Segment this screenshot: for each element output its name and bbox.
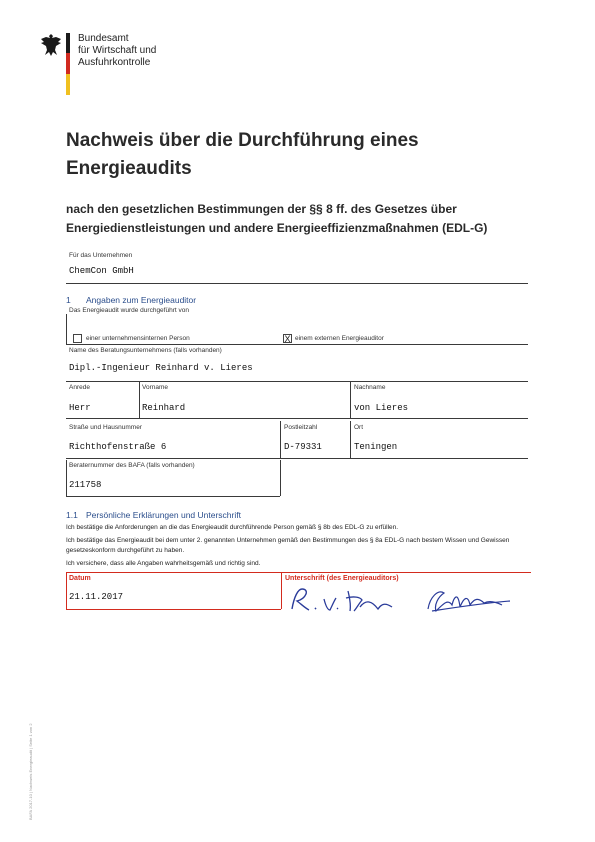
date-box-bottom <box>66 609 281 610</box>
salutation-divider <box>139 382 140 418</box>
declaration-line-3: gesetzeskonform durchgeführt zu haben. <box>66 547 185 554</box>
section-11-heading: Persönliche Erklärungen und Unterschrift <box>86 510 241 520</box>
side-margin-note: BAFA 2017-10 | Nachweis Energieaudit | Seite 1 von 2 <box>28 723 33 820</box>
lastname-value: von Lieres <box>354 403 409 413</box>
address-row-line <box>66 458 528 459</box>
city-value: Teningen <box>354 442 398 452</box>
street-value: Richthofenstraße 6 <box>69 442 167 452</box>
salutation-value: Herr <box>69 403 91 413</box>
city-label: Ort <box>354 424 364 431</box>
handwritten-signature <box>288 583 518 620</box>
declaration-line-2: Ich bestätige das Energieaudit bei dem unter 2. genannten Unternehmen gemäß den Bestimmungen des § 8a EDL-G nach bestem Wissen und Gewissen <box>66 537 510 544</box>
section-1-number: 1 <box>66 295 71 305</box>
zip-label: Postleitzahl <box>284 424 318 431</box>
agency-line-1: Bundesamt <box>78 33 129 44</box>
firstname-label: Vorname <box>142 384 169 391</box>
consultancy-row-line <box>66 381 528 382</box>
conducted-by-label: Das Energieaudit wurde durchgeführt von <box>69 307 189 314</box>
street-label: Straße und Hausnummer <box>69 424 142 431</box>
page-subtitle <box>66 200 546 238</box>
company-label: Für das Unternehmen <box>69 252 133 259</box>
company-value: ChemCon GmbH <box>69 266 134 276</box>
title-line-2: Energieaudits <box>66 158 192 179</box>
subtitle-line-1: nach den gesetzlichen Bestimmungen der §§ 8 ff. des Gesetzes über <box>66 202 457 216</box>
section-11-number: 1.1 <box>66 510 78 520</box>
bafa-value: 211758 <box>69 480 102 490</box>
company-underline <box>66 283 528 284</box>
section-1-heading: Angaben zum Energieauditor <box>86 295 197 305</box>
bafa-frame-left <box>66 460 67 496</box>
checkbox-frame-left <box>66 314 67 344</box>
bafa-label: Beraternummer des BAFA (falls vorhanden) <box>69 462 195 469</box>
internal-person-label: einer unternehmensinternen Person <box>86 335 190 342</box>
bafa-row-line <box>66 496 280 497</box>
subtitle-line-2: Energiedienstleistungen und andere Energieeffizienzmaßnahmen (EDL-G) <box>66 221 488 235</box>
bafa-frame-right <box>280 460 281 496</box>
names-row-line <box>66 418 528 419</box>
checkbox-checked-mark: X <box>284 334 291 344</box>
consultancy-label: Name des Beratungsunternehmens (falls vorhanden) <box>69 347 222 354</box>
signature-box-top <box>66 572 531 573</box>
firstname-value: Reinhard <box>142 403 186 413</box>
street-divider <box>280 421 281 459</box>
firstname-divider <box>350 382 351 418</box>
zip-value: D-79331 <box>284 442 322 452</box>
title-line-1: Nachweis über die Durchführung eines <box>66 130 419 151</box>
federal-flag-bar <box>66 33 70 95</box>
date-box-left <box>66 572 67 609</box>
agency-line-3: Ausfuhrkontrolle <box>78 57 151 68</box>
external-auditor-label: einem externen Energieauditor <box>295 335 384 342</box>
federal-eagle-logo <box>40 33 62 57</box>
zip-divider <box>350 421 351 459</box>
salutation-label: Anrede <box>69 384 90 391</box>
date-label: Datum <box>69 575 91 582</box>
consultancy-value: Dipl.-Ingenieur Reinhard v. Lieres <box>69 363 253 373</box>
internal-person-checkbox[interactable] <box>73 334 82 343</box>
signature-label: Unterschrift (des Energieauditors) <box>285 575 399 582</box>
agency-name <box>78 33 156 69</box>
lastname-label: Nachname <box>354 384 386 391</box>
declaration-line-1: Ich bestätige die Anforderungen an die das Energieaudit durchführende Person gemäß § 8b des EDL-G zu erfüllen. <box>66 524 399 531</box>
checkbox-row-line <box>66 344 528 345</box>
page-title <box>66 127 536 183</box>
external-auditor-checkbox[interactable] <box>283 334 292 343</box>
date-value: 21.11.2017 <box>69 592 124 602</box>
declaration-line-4: Ich versichere, dass alle Angaben wahrheitsgemäß und richtig sind. <box>66 560 261 567</box>
agency-line-2: für Wirtschaft und <box>78 45 157 56</box>
signature-box-left <box>281 572 282 609</box>
